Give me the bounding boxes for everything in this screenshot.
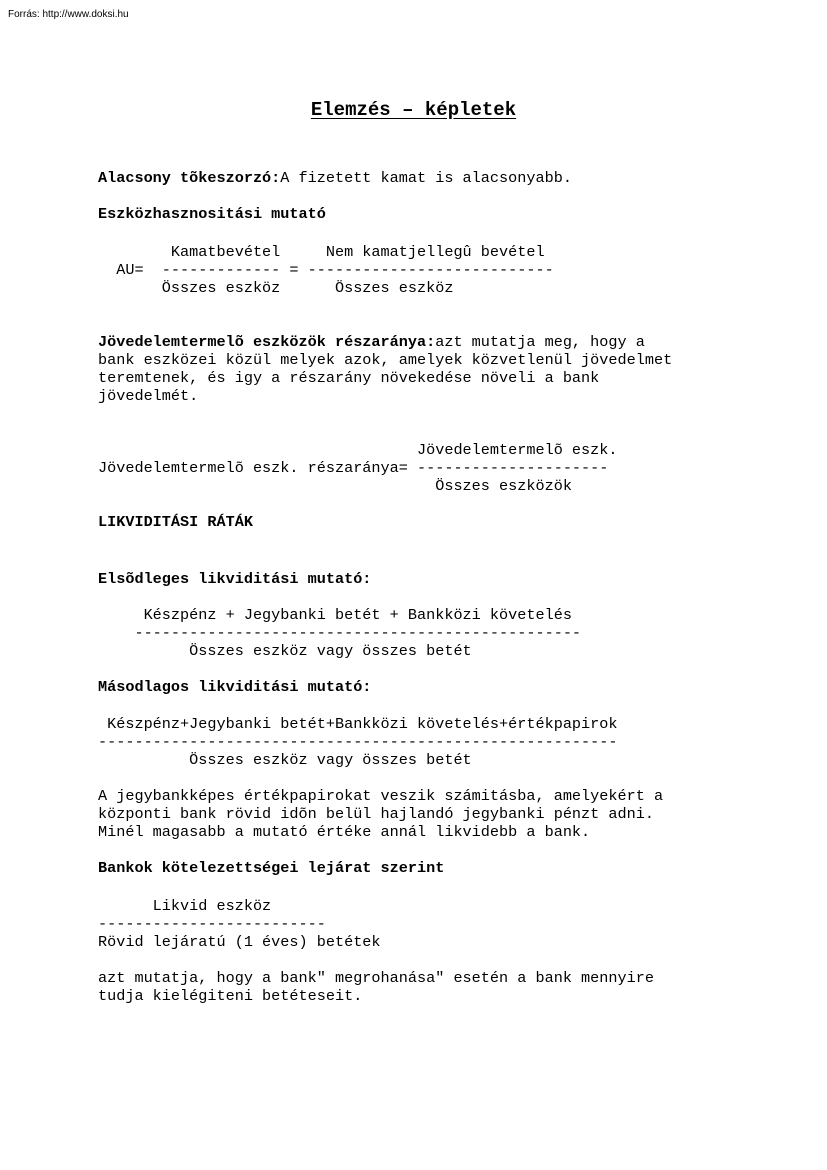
jovedelem-paragraph-line-4: jövedelmét.	[98, 387, 199, 405]
kotelezettsegek-formula-fraction-line: -------------------------	[98, 915, 326, 933]
page-title	[0, 99, 827, 121]
jovedelem-formula-denominator: Összes eszközök	[98, 477, 572, 495]
kotelezettsegek-formula-denominator: Rövid lejáratú (1 éves) betétek	[98, 933, 381, 951]
source-label: Forrás: http://www.doksi.hu	[8, 9, 129, 20]
au-formula-numerator: Kamatbevétel Nem kamatjellegû bevétel	[98, 243, 545, 261]
likviditasi-heading: LIKVIDITÁSI RÁTÁK	[98, 513, 253, 531]
kotelezettsegek-heading: Bankok kötelezettségei lejárat szerint	[98, 859, 445, 877]
jovedelem-formula-fraction-line: Jövedelemtermelõ eszk. részaránya= ---------------------	[98, 459, 609, 477]
kotelezettsegek-note-line-2: tudja kielégiteni betéteseit.	[98, 987, 363, 1005]
elsodleges-formula-fraction-line: -------------------------------------------------	[98, 624, 582, 642]
elsodleges-heading: Elsõdleges likviditási mutató:	[98, 570, 372, 588]
elsodleges-formula-numerator: Készpénz + Jegybanki betét + Bankközi követelés	[98, 606, 572, 624]
elsodleges-formula-denominator: Összes eszköz vagy összes betét	[98, 642, 472, 660]
tokeszorzo-text: A fizetett kamat is alacsonyabb.	[280, 169, 572, 187]
jovedelem-heading: Jövedelemtermelõ eszközök részaránya:	[98, 333, 436, 351]
jovedelem-paragraph-line-2: bank eszközei közül melyek azok, amelyek közvetlenül jövedelmet	[98, 351, 673, 369]
masodlagos-heading: Másodlagos likviditási mutató:	[98, 678, 372, 696]
masodlagos-formula-denominator: Összes eszköz vagy összes betét	[98, 751, 472, 769]
tokeszorzo-heading: Alacsony tõkeszorzó:	[98, 169, 281, 187]
jovedelem-text-1: azt mutatja meg, hogy a	[435, 333, 645, 351]
masodlagos-formula-fraction-line: ---------------------------------------------------------	[98, 733, 618, 751]
jovedelem-formula-numerator: Jövedelemtermelõ eszk.	[98, 441, 618, 459]
kotelezettsegek-note-line-1: azt mutatja, hogy a bank" megrohanása" esetén a bank mennyire	[98, 969, 654, 987]
masodlagos-formula-numerator: Készpénz+Jegybanki betét+Bankközi követelés+értékpapirok	[98, 715, 618, 733]
au-heading: Eszközhasznositási mutató	[98, 205, 326, 223]
page-title-text: Elemzés – képletek	[310, 99, 517, 121]
tokeszorzo-paragraph	[98, 169, 572, 187]
jovedelem-paragraph-line-3: teremtenek, és igy a részarány növekedése növeli a bank	[98, 369, 600, 387]
jovedelem-paragraph-line-1	[98, 333, 645, 351]
masodlagos-note-line-2: központi bank rövid idõn belül hajlandó jegybanki pénzt adni.	[98, 805, 654, 823]
masodlagos-note-line-3: Minél magasabb a mutató értéke annál likvidebb a bank.	[98, 823, 591, 841]
au-formula-fraction-line: AU= ------------- = ---------------------------	[98, 261, 554, 279]
masodlagos-note-line-1: A jegybankképes értékpapirokat veszik számitásba, amelyekért a	[98, 787, 664, 805]
kotelezettsegek-formula-numerator: Likvid eszköz	[98, 897, 272, 915]
au-formula-denominator: Összes eszköz Összes eszköz	[98, 279, 454, 297]
